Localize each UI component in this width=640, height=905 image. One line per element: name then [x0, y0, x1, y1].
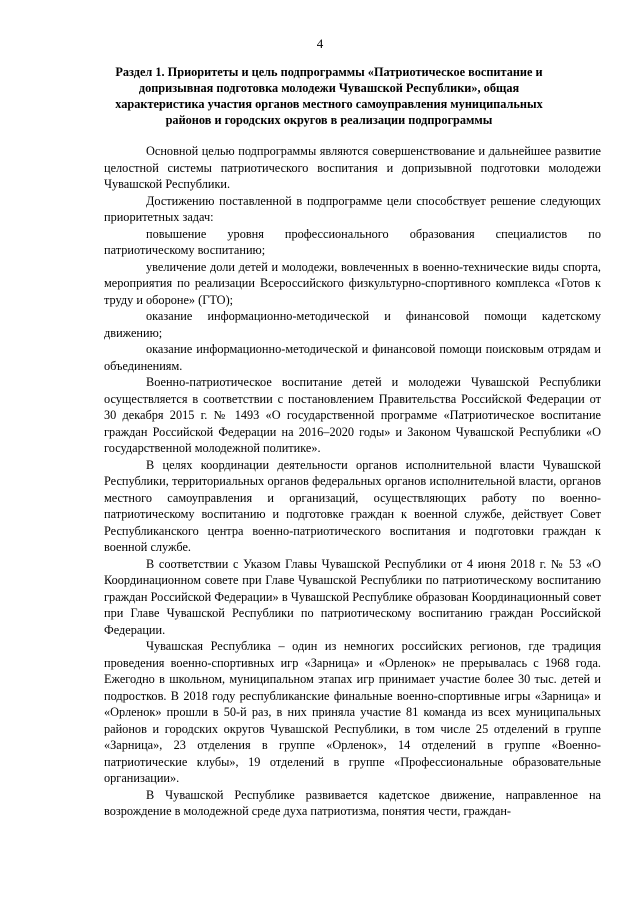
paragraph: В целях координации деятельности органов исполнительной власти Чувашской Республики, территориальных органов федеральных органов исполнительной власти, органов местного самоуправления и организаций, осуществляющих работу по военно-патриотическому воспитанию и подготовке граждан к военной службе, действует Совет Республиканского центра военно-патриотического воспитания и подготовки граждан к военной службе.: [104, 457, 601, 554]
paragraph: В соответствии с Указом Главы Чувашской Республики от 4 июня 2018 г. № 53 «О Координационном совете при Главе Чувашской Республики по патриотическому воспитанию граждан Российской Федерации» в Чувашской Республике образован Координационный совет при Главе Чувашской Республики по патриотическому воспитанию граждан Российской Федерации.: [104, 556, 601, 637]
paragraph: повышение уровня профессионального образования специалистов по патриотическому воспитанию;: [104, 226, 601, 257]
paragraph: В Чувашской Республике развивается кадетское движение, направленное на возрождение в молодежной среде духа патриотизма, понятия чести, граждан-: [104, 787, 601, 818]
paragraph: Основной целью подпрограммы являются совершенствование и дальнейшее развитие целостной системы патриотического воспитания и допризывной подготовки молодежи Чувашской Республики.: [104, 144, 601, 191]
body-text: [104, 143, 601, 820]
paragraph: увеличение доли детей и молодежи, вовлеченных в военно-технические виды спорта, мероприятия по реализации Всероссийского физкультурно-спортивного комплекса «Готов к труду и обороне» (ГТО);: [104, 259, 601, 307]
paragraph: Военно-патриотическое воспитание детей и молодежи Чувашской Республики осуществляется в соответствии с постановлением Правительства Российской Федерации от 30 декабря 2015 г. № 1493 «О государственной программе «Патриотическое воспитание граждан Российской Федерации на 2016–2020 годы» и Законом Чувашской Республики «О государственной молодежной политике».: [104, 375, 601, 455]
section-heading: Раздел 1. Приоритеты и цель подпрограммы «Патриотическое воспитание и допризывная подготовка молодежи Чувашской Республики», общая характеристика участия органов местного самоуправления муниципальных районов и городских округов в реализации подпрограммы: [115, 65, 543, 127]
paragraph: Чувашская Республика – один из немногих российских регионов, где традиция проведения военно-спортивных игр «Зарница» и «Орленок» не прерывалась с 1968 года. Ежегодно в школьном, муниципальном этапах игр принимает участие более 30 тыс. детей и подростков. В 2018 году республиканские финальные военно-спортивные игры «Зарница» и «Орленок» прошли в 50-й раз, в них приняла участие 81 команда из всех муниципальных районов и городских округов Чувашской Республики, в том числе 25 отделений в группе «Зарница», 23 отделения в группе «Орленок», 14 отделений в группе «Военно-патриотические клубы», 19 отделений в группе «Профессиональные образовательные организации».: [104, 639, 601, 785]
paragraph: оказание информационно-методической и финансовой помощи кадетскому движению;: [104, 309, 601, 340]
paragraph: Достижению поставленной в подпрограмме цели способствует решение следующих приоритетных задач:: [104, 193, 601, 224]
page-number: 4: [316, 36, 324, 51]
paragraph: оказание информационно-методической и финансовой помощи поисковым отрядам и объединениям.: [104, 342, 601, 373]
